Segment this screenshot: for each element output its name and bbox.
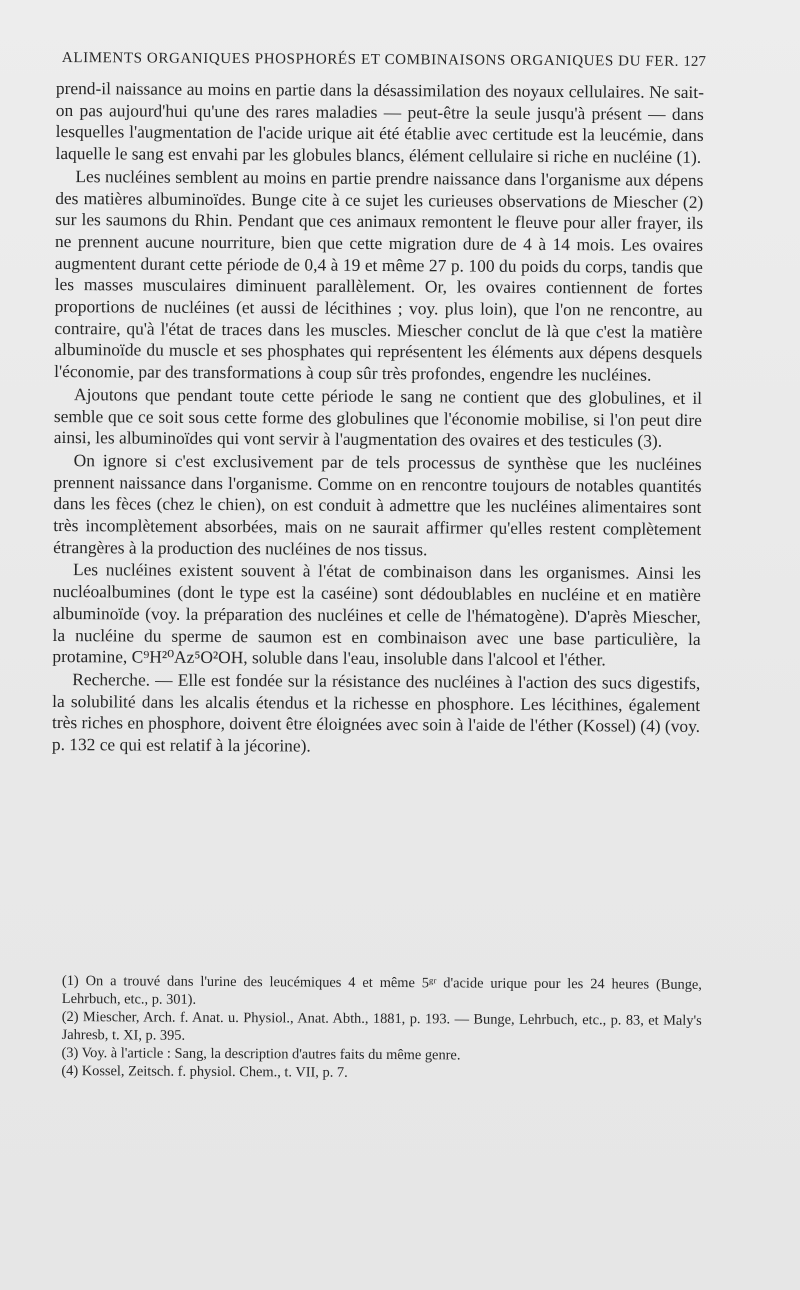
footnote: (2) Miescher, Arch. f. Anat. u. Physiol., Anat. Abth., 1881, p. 193. — Bunge, Lehrbuch, etc., p. 83, et Maly's Jahresb, t. XI, p. 395. — [61, 1008, 702, 1044]
body-text — [52, 78, 704, 761]
paragraph: On ignore si c'est exclusivement par de tels processus de synthèse que les nucléines prennent naissance dans l'organisme. Comme on en rencontre toujours de notables quantités dans les fèces (chez le chien), on est conduit à admettre que les nucléines alimentaires sont très incomplètement absorbées, mais on ne saurait affirmer qu'elles restent complètement étrangères à la production des nucléines de nos tissus. — [53, 450, 702, 560]
footnote: (4) Kossel, Zeitsch. f. physiol. Chem., t. VII, p. 7. — [61, 1062, 348, 1081]
running-header — [62, 50, 706, 71]
page-number: 127 — [683, 53, 706, 70]
paragraph: Recherche. — Elle est fondée sur la résistance des nucléines à l'action des sucs digestifs, la solubilité dans les alcalis étendus et la richesse en phosphore. Les lécithines, également très riches en phosphore, doivent être éloignées avec soin à l'aide de l'éther (Kossel) (4) (voy. p. 132 ce qui est relatif à la jécorine). — [51, 669, 701, 756]
footnote: (3) Voy. à l'article : Sang, la description d'autres faits du même genre. — [61, 1044, 461, 1064]
paragraph: Ajoutons que pendant toute cette période le sang ne contient que des globulines, et il semble que ce soit sous cette forme des globulines que l'économie mobilise, si l'on peut dire ainsi, les albuminoïdes qui vont servir à l'augmentation des ovaires et des testicules (3). — [53, 383, 703, 451]
running-title: ALIMENTS ORGANIQUES PHOSPHORÉS ET COMBINAISONS ORGANIQUES DU FER. — [61, 50, 680, 70]
paragraph: prend-il naissance au moins en partie dans la désassimilation des noyaux cellulaires. Ne sait-on pas aujourd'hui qu'une des rares maladies — peut-être la seule jusqu'à présent — dans lesquelles l'augmentation de l'acide urique ait été établie avec certitude est la leucémie, dans laquelle le sang est envahi par les globules blancs, élément cellulaire si riche en nucléine (1). — [55, 78, 704, 168]
paragraph: Les nucléines existent souvent à l'état de combinaison dans les organismes. Ainsi les nucléoalbumines (dont le type est la caséine) sont dédoublables en nucléine et en matière albuminoïde (voy. la préparation des nucléines et celle de l'hématogène). D'après Miescher, la nucléine du sperme de saumon est en combinaison avec une base particulière, la protamine, C⁹H²⁰Az⁵O²OH, soluble dans l'eau, insoluble dans l'alcool et l'éther. — [52, 559, 702, 670]
footnotes — [61, 972, 702, 1084]
footnote: (1) On a trouvé dans l'urine des leucémiques 4 et même 5ᵍʳ d'acide urique pour les 24 heures (Bunge, Lehrbuch, etc., p. 301). — [61, 973, 702, 1008]
paragraph: Les nucléines semblent au moins en partie prendre naissance dans l'organisme aux dépens des matières albuminoïdes. Bunge cite à ce sujet les curieuses observations de Miescher (2) sur les saumons du Rhin. Pendant que ces animaux remontent le fleuve pour aller frayer, ils ne prennent aucune nourriture, bien que cette migration dure de 4 à 14 mois. Les ovaires augmentent durant cette période de 0,4 à 19 et même 27 p. 100 du poids du corps, tandis que les masses musculaires diminuent parallèlement. Or, les ovaires contiennent de fortes proportions de nucléines (et aussi de lécithines ; voy. plus loin), que l'on ne rencontre, au contraire, qu'à l'état de traces dans les muscles. Miescher conclut de là que c'est la matière albuminoïde du muscle et ses phosphates qui représentent les éléments aux dépens desquels l'économie, par des transformations à coup sûr très profondes, engendre les nucléines. — [54, 165, 704, 385]
